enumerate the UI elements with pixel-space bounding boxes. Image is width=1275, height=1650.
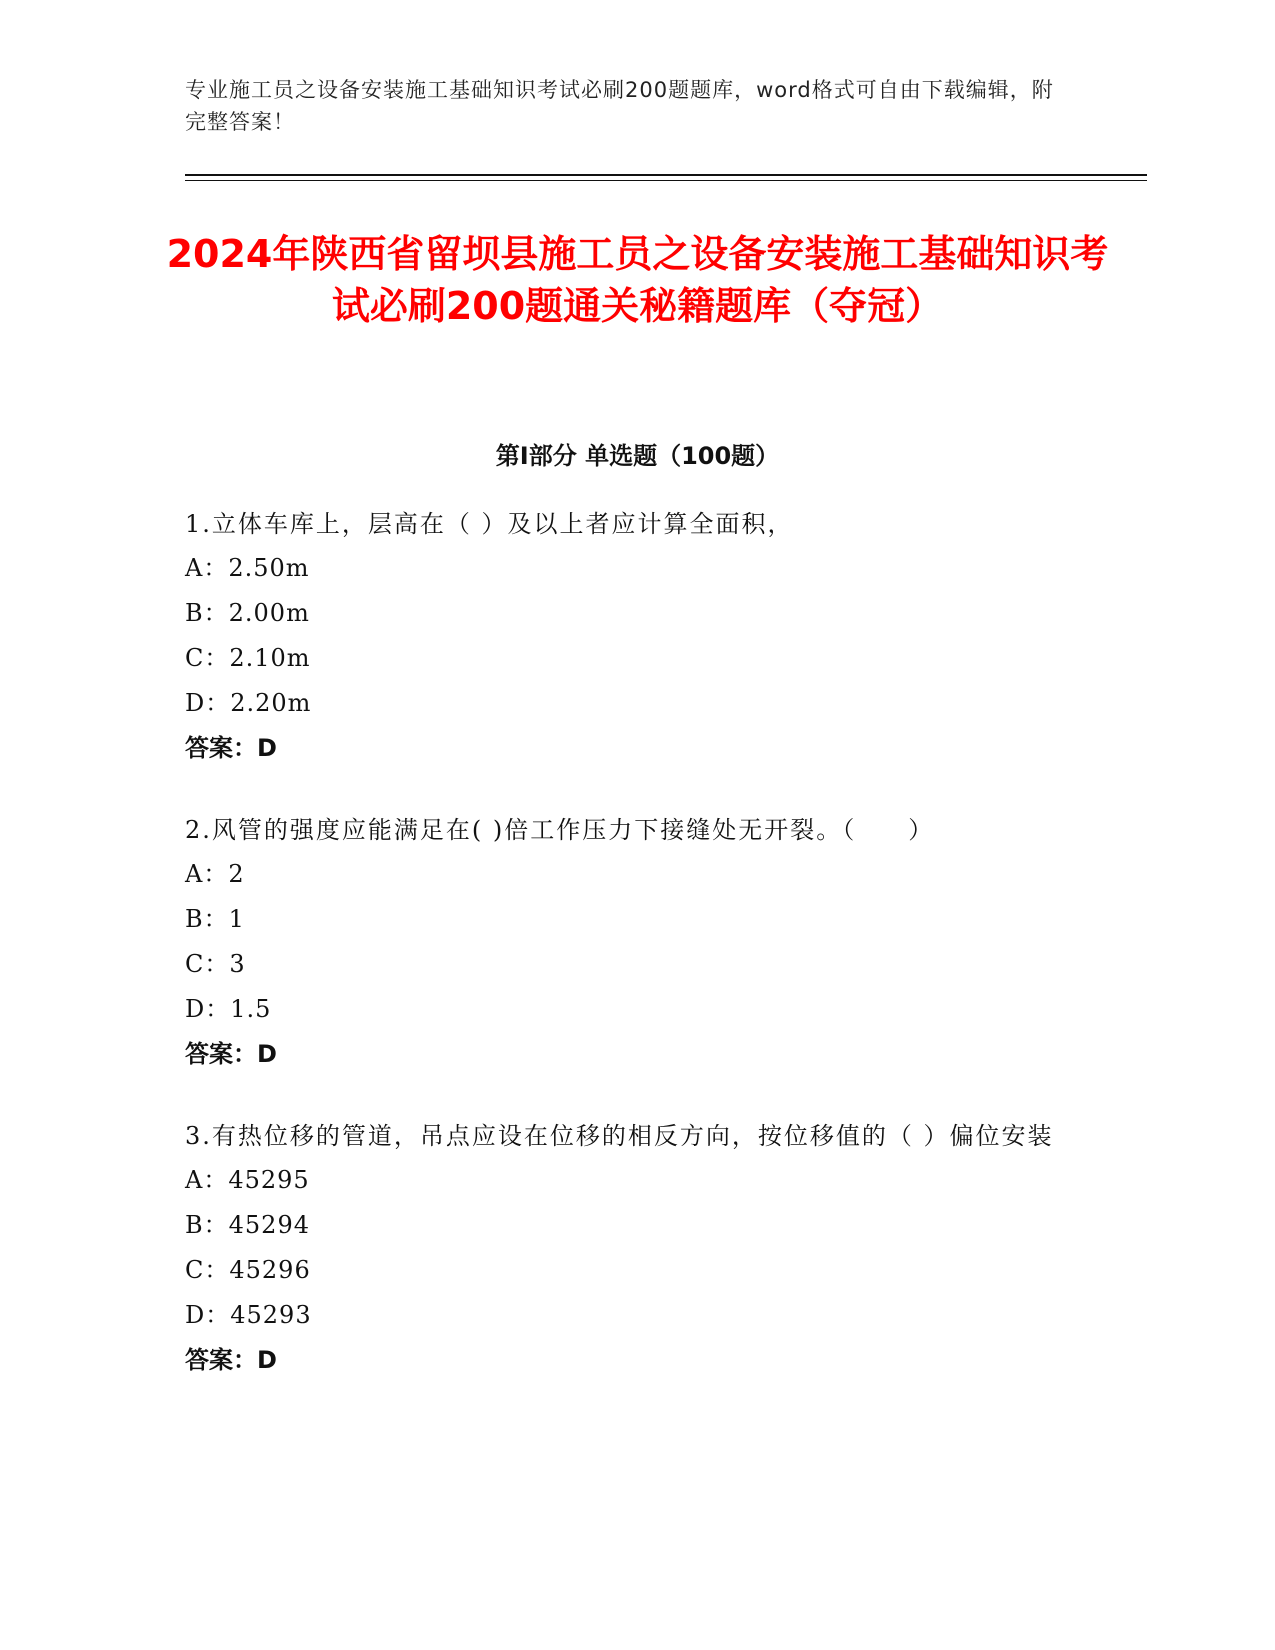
header-note: 专业施工员之设备安装施工基础知识考试必刷200题题库，word格式可自由下载编辑，附完整答案！ [185,78,1054,134]
question-stem: 2.风管的强度应能满足在( )倍工作压力下接缝处无开裂。（ ） [185,816,935,844]
option-b: B：45294 [185,1211,310,1239]
header-rule-thick [185,174,1147,176]
document-title: 2024年陕西省留坝县施工员之设备安装施工基础知识考试必刷200题通关秘籍题库（夺冠） [166,232,1109,328]
option-d: D：1.5 [185,995,272,1023]
answer: 答案：D [185,1040,277,1068]
question-stem: 3.有热位移的管道，吊点应设在位移的相反方向，按位移值的（ ）偏位安装 [185,1122,1054,1150]
section-heading: 第I部分 单选题（100题） [495,442,780,470]
option-a: A：2 [185,860,245,888]
header-rule-thin [185,180,1147,181]
question-3 [185,1114,1085,1383]
option-b: B：2.00m [185,599,310,627]
option-a: A：45295 [185,1166,310,1194]
option-d: D：45293 [185,1301,312,1329]
answer: 答案：D [185,734,277,762]
option-c: C：3 [185,950,246,978]
question-1 [185,502,1085,771]
option-a: A：2.50m [185,554,310,582]
option-c: C：45296 [185,1256,311,1284]
answer: 答案：D [185,1346,277,1374]
option-d: D：2.20m [185,689,312,717]
question-2 [185,808,1085,1077]
option-c: C：2.10m [185,644,311,672]
question-stem: 1.立体车库上，层高在（ ）及以上者应计算全面积， [185,510,794,538]
option-b: B：1 [185,905,245,933]
